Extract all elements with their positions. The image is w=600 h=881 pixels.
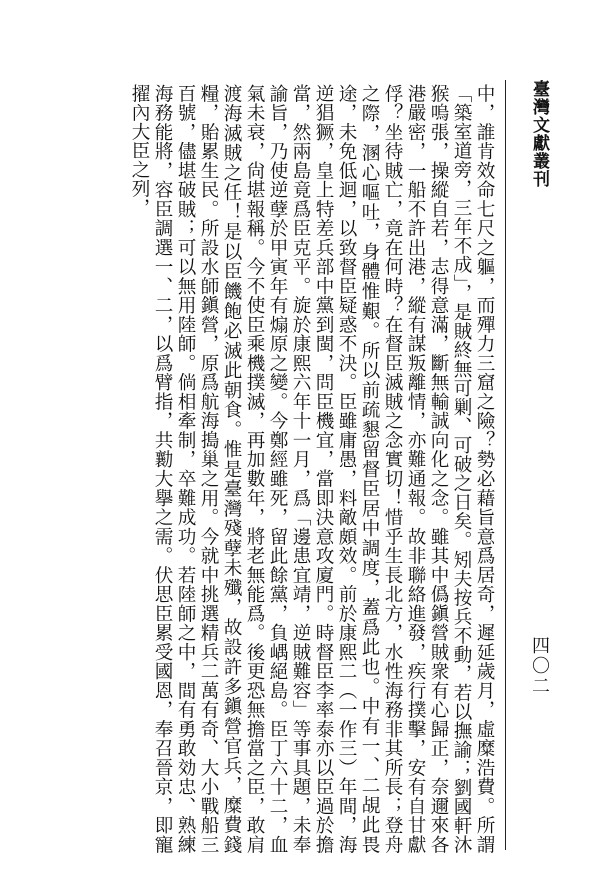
header-divider <box>505 80 506 850</box>
body-text: 中，誰肯效命七尺之軀，而殫力三窟之險？勢必藉旨意爲居奇，遲延歲月，虛糜浩費。所謂「築室道旁，三年不成」，是賊終無可剿、可破之日矣。矧夫按兵不動，若以撫諭；劉國軒沐猴嗚張，操縱自若，志得意滿，斷無輸誠向化之念。雖其中僞鎭營賊衆有心歸正，奈邇來各港嚴密，一船不許出港，縱有謀叛離情，亦難通報。故非聯絡進發，疾行撲擊，安有自甘獻俘？坐待賊亡，竟在何時？在督臣滅賊之念實切！惜乎生長北方，水性海務非其所長；登舟之際，溷心嘔吐，身體惟艱。所以前疏懇留督臣居中調度，蓋爲此也。中有一、二覘此畏途，未免低迴，以致督臣疑惑不決。臣雖庸愚，料敵頗效。前於康熙二（一作三）年間，海逆猖獗，皇上特差兵部中黨到閩，問臣機宜，當即決意攻廈門。時督臣李率泰亦以臣過於擔當，然兩島竟爲臣克平。旋於康熙六年十一月，爲「邊患宜靖，逆賊難容」等事具題，未奉諭旨，乃使逆孽於甲寅年有煽原之變。今鄭經雖死，留此餘黨，負嵎絕島。臣丁六十二，血氣未衰，尙堪報稱。今不使臣乘機撲滅，再加數年，將老無能爲。後更恐無擔當之臣，敢肩渡海滅賊之任！是以臣饑飽必滅此朝食。惟是臺灣殘孽未殲，故設許多鎭營官兵，糜費錢糧，貽累生民。所設水師鎭營，原爲航海搗巢之用。今就中挑選精兵二萬有奇、大小戰船三百號，儘堪破賊；可以無用陸師。倘相牽制，卒難成功。若陸師之中，間有勇敢効忠、熟練海務能將，容臣調選一、二，以爲臂指，共勷大擧之需。伏思臣累受國恩，奉召晉京，即寵擢內大臣之列， <box>129 84 495 854</box>
page-number: 四〇二 <box>529 636 550 696</box>
book-title: 臺灣文獻叢刊 <box>529 80 549 188</box>
